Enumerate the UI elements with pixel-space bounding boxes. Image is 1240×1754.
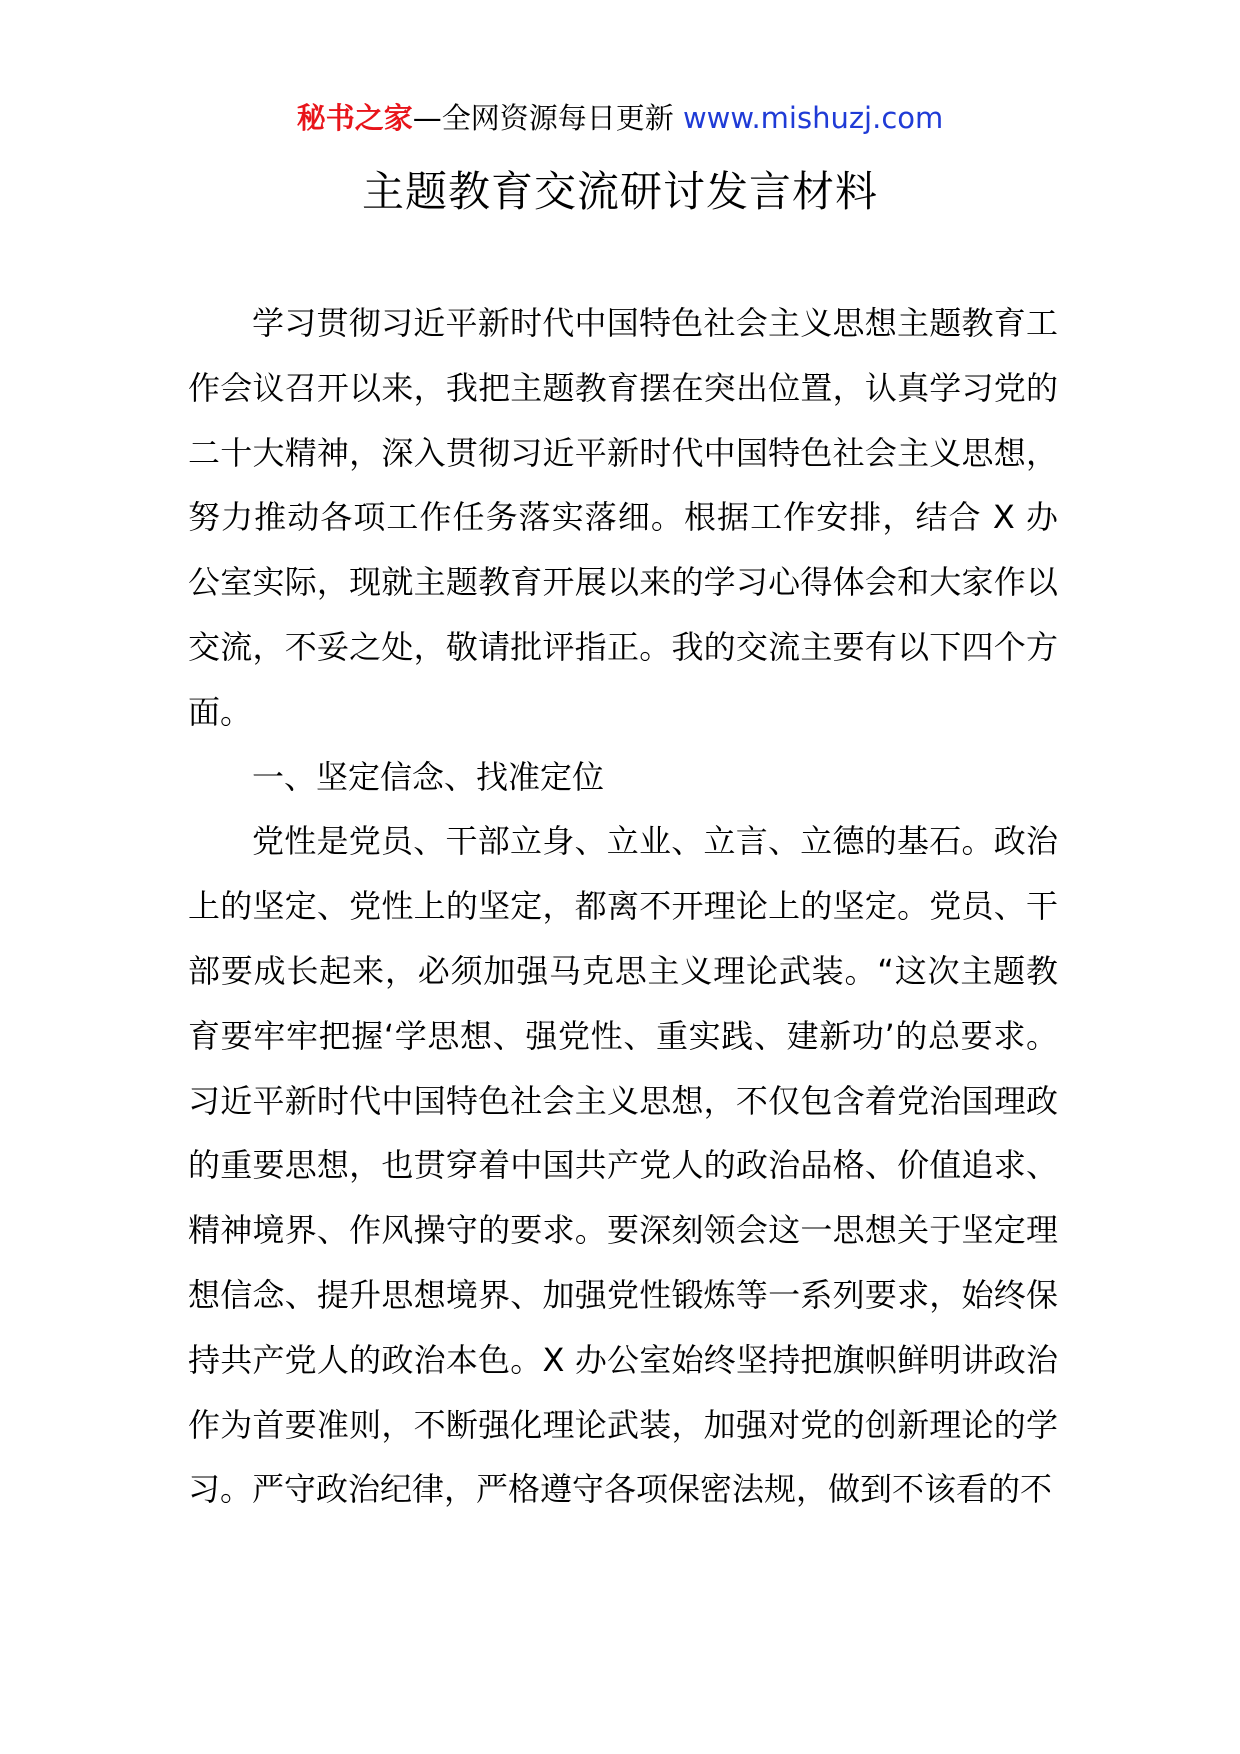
document-body: [188, 291, 1058, 1522]
document-title: 主题教育交流研讨发言材料: [361, 167, 878, 216]
paragraph-section-1: 党性是党员、干部立身、立业、立言、立德的基石。政治上的坚定、党性上的坚定，都离不开理论上的坚定。党员、干部要成长起来，必须加强马克思主义理论武装。“这次主题教育要牢牢把握‘学思想、强党性、重实践、建新功’的总要求。习近平新时代中国特色社会主义思想，不仅包含着党治国理政的重要思想，也贯穿着中国共产党人的政治品格、价值追求、精神境界、作风操守的要求。要深刻领会这一思想关于坚定理想信念、提升思想境界、加强党性锻炼等一系列要求，始终保持共产党人的政治本色。X 办公室始终坚持把旗帜鲜明讲政治作为首要准则，不断强化理论武装，加强对党的创新理论的学习。严守政治纪律，严格遵守各项保密法规，做到不该看的不: [188, 822, 1058, 1509]
site-url-link[interactable]: www.mishuzj.com: [682, 101, 944, 135]
site-tagline: —全网资源每日更新: [412, 101, 674, 135]
paragraph-intro: 学习贯彻习近平新时代中国特色社会主义思想主题教育工作会议召开以来，我把主题教育摆在突出位置，认真学习党的二十大精神，深入贯彻习近平新时代中国特色社会主义思想，努力推动各项工作任务落实落细。根据工作安排，结合 X 办公室实际，现就主题教育开展以来的学习心得体会和大家作以交流，不妥之处，敬请批评指正。我的交流主要有以下四个方面。: [188, 304, 1058, 731]
site-brand: 秘书之家: [296, 101, 413, 135]
site-header: [0, 98, 1240, 138]
section-heading-1: 一、坚定信念、找准定位: [252, 757, 605, 796]
